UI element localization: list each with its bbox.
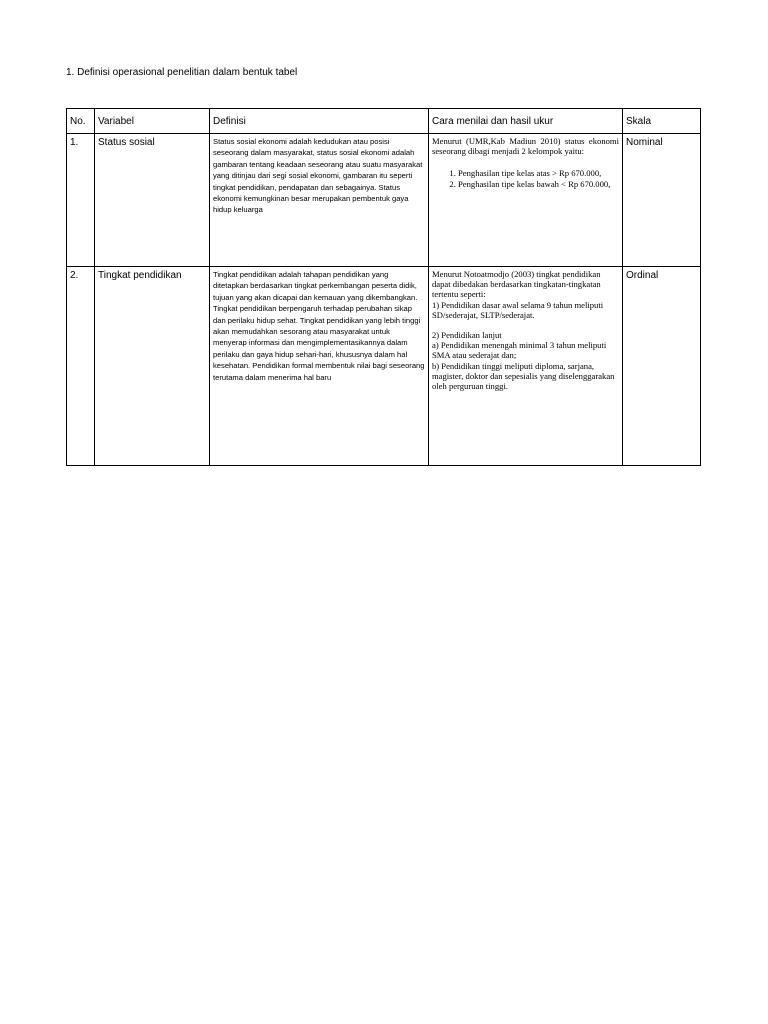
row-2-no: 2.: [70, 270, 79, 281]
list-item: 1. Penghasilan tipe kelas atas > Rp 670.000,: [458, 168, 619, 178]
row-1-skala-cell: [623, 134, 701, 267]
row-1-skala: Nominal: [626, 137, 663, 148]
header-cell-variabel: [95, 109, 210, 134]
row-1-no: 1.: [70, 137, 79, 148]
header-skala: Skala: [626, 116, 652, 127]
row-1-cara-cell: [429, 134, 623, 267]
row-2-cara-line-2-title: 2) Pendidikan lanjut: [432, 330, 502, 341]
header-no: No.: [70, 116, 86, 127]
list-item: 2. Penghasilan tipe kelas bawah < Rp 670.000,: [458, 179, 619, 189]
row-2-cara-line-2a: a) Pendidikan menengah minimal 3 tahun meliputi SMA atau sederajat dan;: [432, 340, 607, 361]
row-2-definisi-cell: [210, 267, 429, 466]
row-2-no-cell: [67, 267, 95, 466]
page-title: 1. Definisi operasional penelitian dalam bentuk tabel: [66, 67, 298, 78]
row-1-no-cell: [67, 134, 95, 267]
row-2-skala-cell: [623, 267, 701, 466]
header-cell-cara: [429, 109, 623, 134]
row-1-definisi: Status sosial ekonomi adalah kedudukan atau posisi seseorang dalam masyarakat, status sosial ekonomi adalah gambaran tentang keadaan seseorang atau suatu masyarakat yang ditinjau dari segi sosial ekonomi, gambaran itu seperti tingkat pendidikan, pendapatan dan sebagainya. Status ekonomi kemungkinan besar merupakan pembentuk gaya hidup keluarga: [213, 137, 423, 215]
row-1-variabel: Status sosial: [98, 137, 155, 148]
row-1-definisi-cell: [210, 134, 429, 267]
table-row: [67, 134, 701, 267]
row-2-cara-intro: Menurut Notoatmodjo (2003) tingkat pendidikan dapat dibedakan berdasarkan tingkatan-tingkatan tertentu seperti:: [432, 269, 601, 300]
header-cell-definisi: [210, 109, 429, 134]
header-cell-skala: [623, 109, 701, 134]
row-1-cara-list: [432, 168, 619, 188]
header-cell-no: [67, 109, 95, 134]
row-2-variabel: Tingkat pendidikan: [98, 270, 182, 281]
row-1-cara-intro: Menurut (UMR,Kab Madiun 2010) status ekonomi seseorang dibagi menjadi 2 kelompok yaitu:: [432, 136, 619, 157]
row-2-cara-line-1: 1) Pendidikan dasar awal selama 9 tahun meliputi SD/sederajat, SLTP/sederajat.: [432, 299, 604, 320]
header-variabel: Variabel: [98, 116, 134, 127]
row-2-variabel-cell: [95, 267, 210, 466]
row-2-cara-line-2b: b) Pendidikan tinggi meliputi diploma, sarjana, magister, doktor dan sepesialis yang diselenggarakan oleh perguruan tinggi.: [432, 360, 615, 392]
row-1-variabel-cell: [95, 134, 210, 267]
row-2-skala: Ordinal: [626, 270, 659, 281]
header-definisi: Definisi: [213, 116, 246, 127]
table-row: [67, 267, 701, 466]
table-header-row: [67, 109, 701, 134]
row-2-cara-cell: [429, 267, 623, 466]
operational-definition-table: [66, 108, 701, 466]
header-cara: Cara menilai dan hasil ukur: [432, 116, 554, 127]
row-2-definisi: Tingkat pendidikan adalah tahapan pendidikan yang ditetapkan berdasarkan tingkat perkembangan peserta didik, tujuan yang akan dicapai dan kemauan yang dikembangkan. Tingkat pendidikan berpengaruh terhadap perubahan sikap dan perilaku hidup sehat. Tingkat pendidikan yang lebih tinggi akan memudahkan sesorang atau masyarakat untuk menyerap informasi dan mengimplementasikannya dalam perilaku dan gaya hidup sehari-hari, khususnya dalam hal kesehatan. Pendidikan formal membentuk nilai bagi seseorang terutama dalam menerima hal baru: [213, 270, 425, 382]
